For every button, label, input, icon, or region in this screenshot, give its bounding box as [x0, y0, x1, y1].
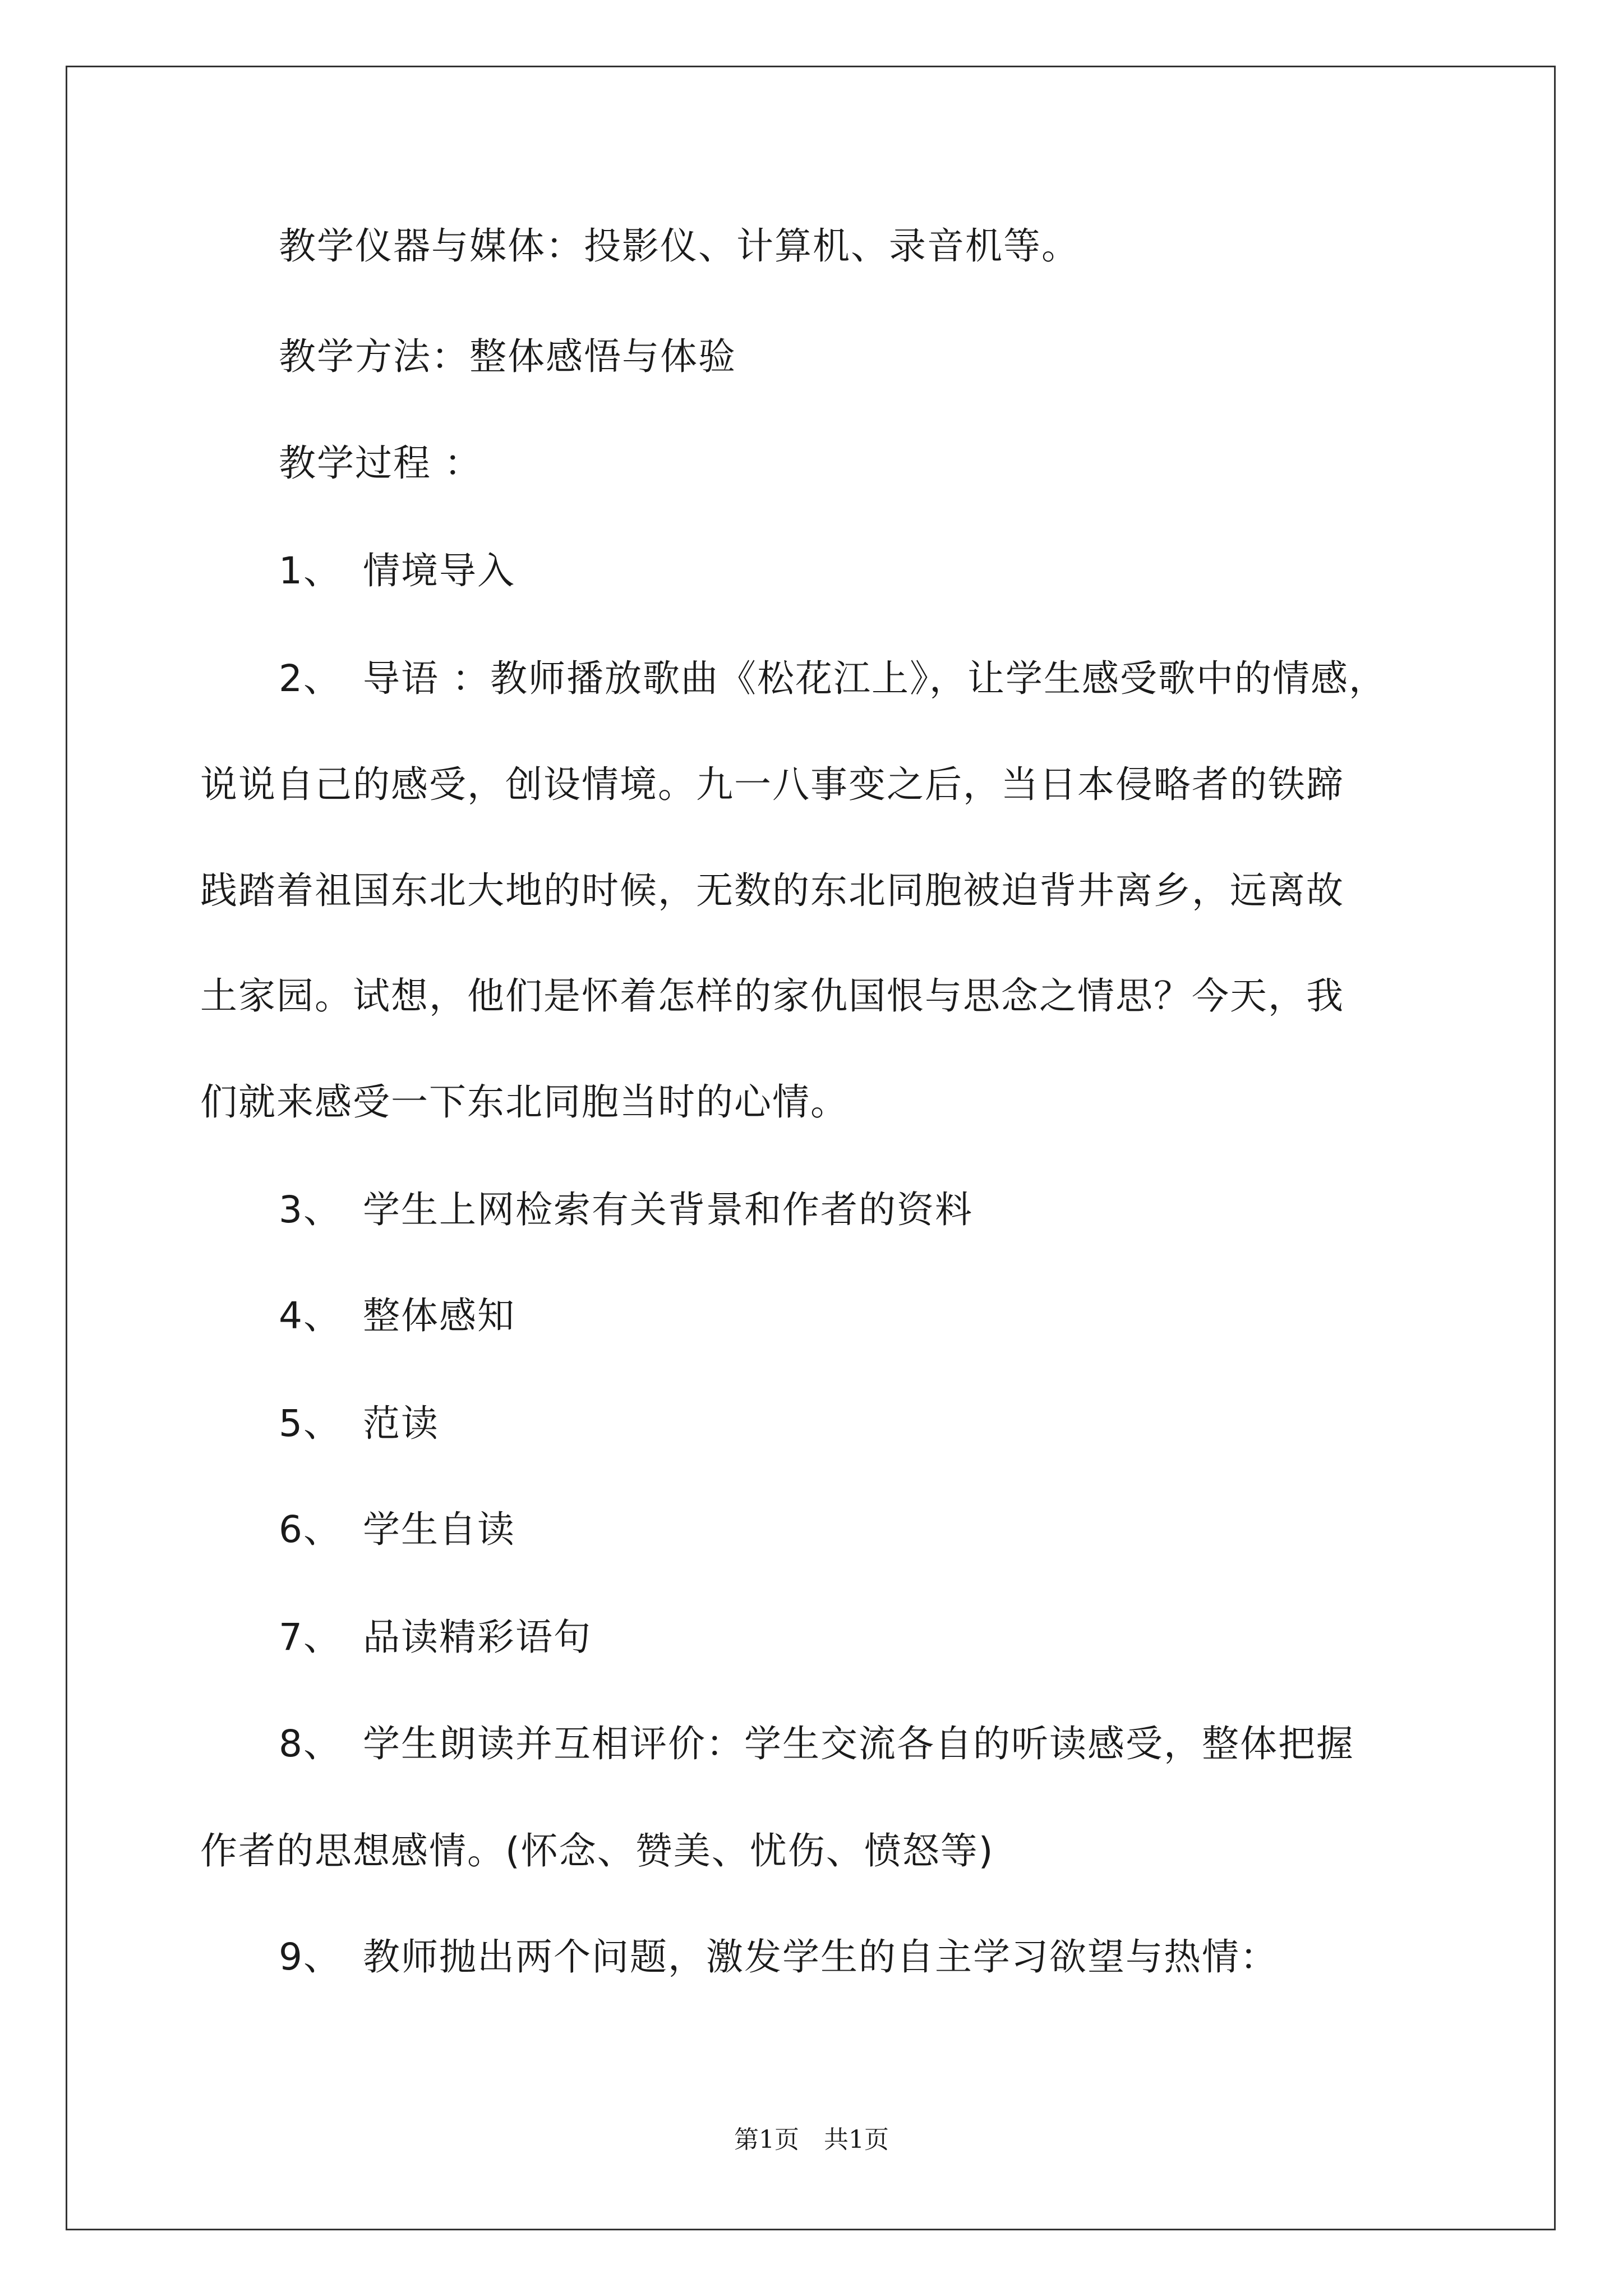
- list-item-5: [279, 1402, 439, 1445]
- list-item-text: 学生自读: [363, 1508, 515, 1551]
- list-item-number: 4、: [279, 1294, 342, 1337]
- text-line-process: 教学过程 ：: [279, 441, 482, 485]
- list-item-number: 5、: [279, 1402, 342, 1445]
- list-item-number: 9、: [279, 1935, 342, 1978]
- list-item-number: 6、: [279, 1508, 342, 1551]
- paragraph-continuation: 们就来感受一下东北同胞当时的心情。: [200, 1080, 849, 1124]
- text-line-media: 教学仪器与媒体：投影仪、计算机、录音机等。: [279, 224, 1080, 268]
- list-item-8: [279, 1722, 1354, 1765]
- list-item-number: 8、: [279, 1722, 342, 1765]
- paragraph-continuation: 土家园。试想，他们是怀着怎样的家仇国恨与思念之情思？今天，我: [200, 974, 1344, 1018]
- paragraph-continuation: 作者的思想感情。(怀念、赞美、忧伤、愤怒等): [200, 1829, 994, 1872]
- list-item-text: 情境导入: [363, 549, 515, 592]
- list-item-number: 1、: [279, 549, 342, 592]
- list-item-text: 教师抛出两个问题，激发学生的自主学习欲望与热情：: [363, 1935, 1278, 1978]
- paragraph-continuation: 说说自己的感受，创设情境。九一八事变之后，当日本侵略者的铁蹄: [200, 763, 1344, 806]
- page-number-footer: 第1页 共1页: [734, 2125, 889, 2154]
- list-item-6: [279, 1508, 515, 1551]
- list-item-number: 2、: [279, 657, 342, 700]
- list-item-4: [279, 1294, 515, 1337]
- list-item-text: 学生朗读并互相评价：学生交流各自的听读感受，整体把握: [363, 1722, 1354, 1765]
- list-item-2: [279, 657, 1387, 700]
- list-item-text: 整体感知: [363, 1294, 515, 1337]
- paragraph-continuation: 践踏着祖国东北大地的时候，无数的东北同胞被迫背井离乡，远离故: [200, 869, 1344, 912]
- text-line-method: 教学方法：整体感悟与体验: [279, 335, 736, 378]
- list-item-text: 学生上网检索有关背景和作者的资料: [363, 1188, 973, 1231]
- list-item-text: 范读: [363, 1402, 439, 1445]
- list-item-number: 3、: [279, 1188, 342, 1231]
- list-item-text: 导语 ：教师播放歌曲《松花江上》，让学生感受歌中的情感，: [363, 657, 1387, 700]
- list-item-text: 品读精彩语句: [363, 1616, 592, 1659]
- list-item-9: [279, 1935, 1278, 1978]
- list-item-7: [279, 1616, 592, 1659]
- list-item-number: 7、: [279, 1616, 342, 1659]
- page-border: [66, 66, 1556, 2230]
- list-item-1: [279, 549, 515, 592]
- list-item-3: [279, 1188, 973, 1231]
